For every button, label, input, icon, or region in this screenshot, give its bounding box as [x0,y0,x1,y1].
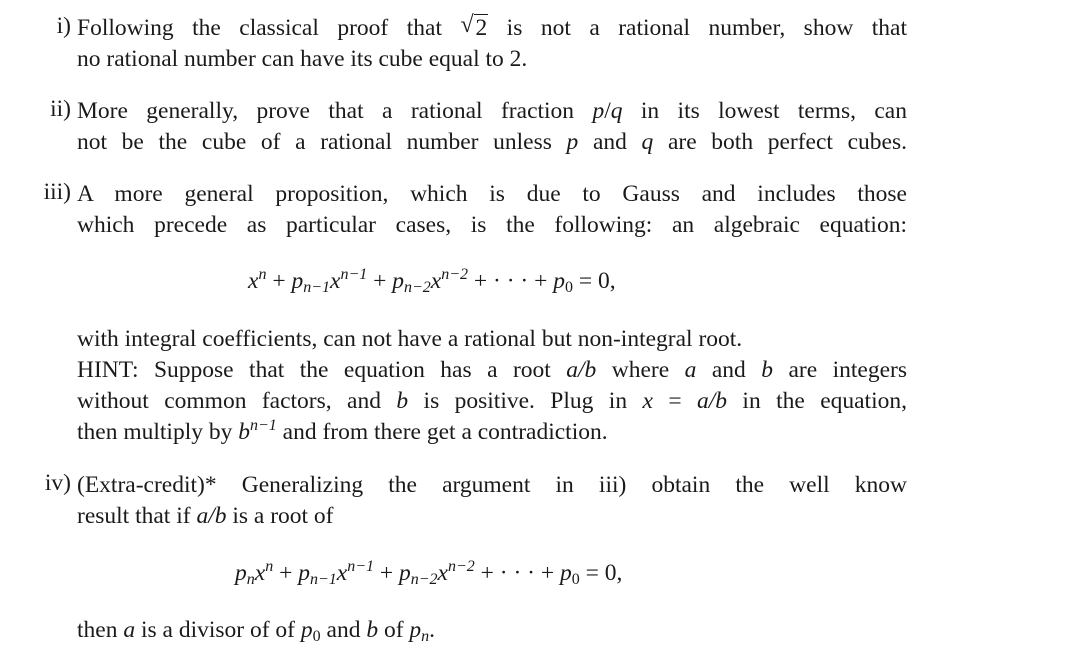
item-body [77,179,907,241]
sqrt-expression [460,13,488,44]
text-line: More generally, prove that a rational fraction p/q in its lowest terms, can [77,98,907,124]
item-body [77,324,907,448]
item-label: ii) [50,96,71,122]
item-body [77,13,907,75]
equation-2: $p_nx^n + p_{n-1}x^{n-1} + p_{n-2}x^{n-2}$ + · · · + $p_0 = 0$, [235,558,623,588]
sqrt-radicand: 2 [475,15,488,41]
text-line: with integral coefficients, can not have a rational but non-integral root. [77,326,743,352]
math-var: p [566,129,579,155]
item-label: iv) [44,470,71,496]
text-line: (Extra-credit)* Generalizing the argument in iii) obtain the well know [77,472,907,498]
text-line: no rational number can have its cube equal to 2. [77,46,528,72]
text-line: then a is a divisor of of $p_0$ and b of $p_n$. [77,617,436,645]
math-var: q [641,129,654,155]
equation-1: $x^n + p_{n-1}x^{n-1} + p_{n-2}x^{n-2}$ + · · · + $p_0 = 0$, [248,266,616,296]
radical-sign: √ [460,12,474,38]
text-line: Following the classical proof that √ 2 is not a rational number, show that [77,13,907,44]
item-body [77,615,907,646]
math-var: q [610,98,623,124]
text-line: A more general proposition, which is due to Gauss and includes those [77,181,907,207]
text-line: without common factors, and b is positive. Plug in x = a/b in the equation, [77,388,907,414]
text-line: result that if a/b is a root of [77,503,334,529]
item-label: i) [56,13,71,39]
text-line: not be the cube of a rational number unless p and q are both perfect cubes. [77,129,907,155]
item-body [77,96,907,158]
text-line: which precede as particular cases, is the following: an algebraic equation: [77,212,907,238]
text-line: HINT: Suppose that the equation has a root a/b where a and b are integers [77,357,907,383]
text-line: then multiply by $b^{n-1}$ and from there get a contradiction. [77,417,608,445]
math-var: p [592,98,605,124]
math-op: / [604,98,611,124]
item-body [77,470,907,532]
item-label: iii) [43,179,71,205]
